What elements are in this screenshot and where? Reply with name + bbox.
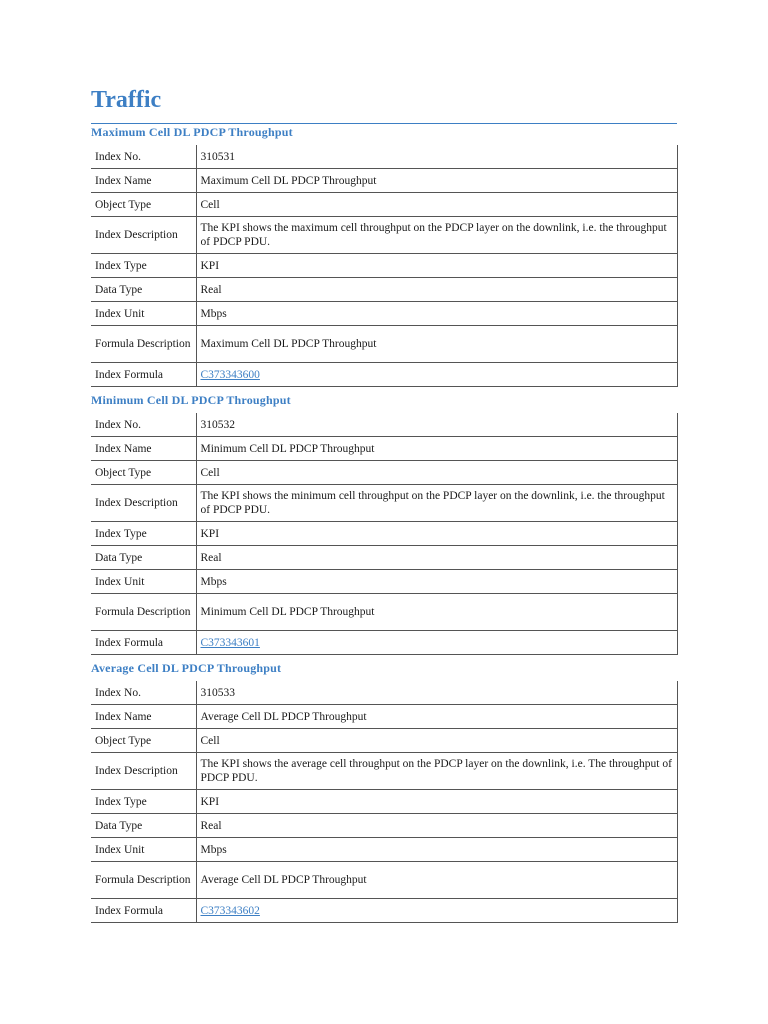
- field-value: KPI: [196, 790, 677, 814]
- field-value: Mbps: [196, 838, 677, 862]
- field-label: Object Type: [91, 729, 196, 753]
- table-row: [91, 790, 677, 814]
- field-label: Index No.: [91, 681, 196, 705]
- title-rule: [91, 123, 677, 124]
- field-value: Maximum Cell DL PDCP Throughput: [196, 169, 677, 193]
- table-row: [91, 753, 677, 790]
- field-label: Index Formula: [91, 631, 196, 655]
- field-label: Index Name: [91, 705, 196, 729]
- section-heading: Minimum Cell DL PDCP Throughput: [91, 393, 291, 407]
- table-row: [91, 705, 677, 729]
- field-value: Cell: [196, 193, 677, 217]
- field-value: KPI: [196, 254, 677, 278]
- field-label: Index Description: [91, 753, 196, 790]
- table-row: [91, 278, 677, 302]
- field-value: [196, 899, 677, 923]
- kpi-section-avg: [91, 661, 677, 923]
- field-label: Index Formula: [91, 899, 196, 923]
- table-row: [91, 594, 677, 631]
- table-row: [91, 838, 677, 862]
- field-label: Index Name: [91, 437, 196, 461]
- field-label: Data Type: [91, 814, 196, 838]
- field-label: Formula Description: [91, 862, 196, 899]
- index-formula-link[interactable]: C373343601: [200, 636, 260, 649]
- field-value: Cell: [196, 461, 677, 485]
- field-value: The KPI shows the maximum cell throughput on the PDCP layer on the downlink, i.e. the throughput of PDCP PDU.: [196, 217, 677, 254]
- table-row: [91, 522, 677, 546]
- field-label: Index Description: [91, 485, 196, 522]
- table-row: [91, 169, 677, 193]
- field-value: 310531: [196, 145, 677, 169]
- table-row: [91, 681, 677, 705]
- field-value: Average Cell DL PDCP Throughput: [196, 705, 677, 729]
- table-row: [91, 302, 677, 326]
- table-row: [91, 570, 677, 594]
- field-value: Minimum Cell DL PDCP Throughput: [196, 594, 677, 631]
- field-value: 310532: [196, 413, 677, 437]
- table-row: [91, 862, 677, 899]
- table-row: [91, 814, 677, 838]
- field-label: Index Type: [91, 522, 196, 546]
- table-row: [91, 254, 677, 278]
- field-label: Index Type: [91, 254, 196, 278]
- table-row: [91, 193, 677, 217]
- field-value: The KPI shows the average cell throughput on the PDCP layer on the downlink, i.e. The throughput of PDCP PDU.: [196, 753, 677, 790]
- page-title: Traffic: [91, 87, 162, 113]
- index-formula-link[interactable]: C373343602: [200, 904, 260, 917]
- field-label: Index Type: [91, 790, 196, 814]
- field-label: Object Type: [91, 193, 196, 217]
- table-row: [91, 485, 677, 522]
- kpi-table: [91, 145, 678, 387]
- field-value: Real: [196, 814, 677, 838]
- field-label: Data Type: [91, 546, 196, 570]
- kpi-section-min: [91, 393, 677, 655]
- field-value: Minimum Cell DL PDCP Throughput: [196, 437, 677, 461]
- field-value: KPI: [196, 522, 677, 546]
- field-value: [196, 631, 677, 655]
- kpi-table: [91, 681, 678, 923]
- field-label: Index No.: [91, 413, 196, 437]
- field-value: Mbps: [196, 570, 677, 594]
- field-label: Index Formula: [91, 363, 196, 387]
- table-row: [91, 546, 677, 570]
- field-label: Formula Description: [91, 594, 196, 631]
- field-value: [196, 363, 677, 387]
- field-label: Formula Description: [91, 326, 196, 363]
- field-value: The KPI shows the minimum cell throughput on the PDCP layer on the downlink, i.e. the throughput of PDCP PDU.: [196, 485, 677, 522]
- field-value: Real: [196, 278, 677, 302]
- table-row: [91, 145, 677, 169]
- table-row: [91, 729, 677, 753]
- table-row: [91, 413, 677, 437]
- table-row: [91, 217, 677, 254]
- index-formula-link[interactable]: C373343600: [200, 368, 260, 381]
- table-row: [91, 461, 677, 485]
- field-label: Index Unit: [91, 570, 196, 594]
- field-value: 310533: [196, 681, 677, 705]
- field-value: Cell: [196, 729, 677, 753]
- field-label: Index Name: [91, 169, 196, 193]
- field-value: Real: [196, 546, 677, 570]
- table-row: [91, 631, 677, 655]
- field-value: Mbps: [196, 302, 677, 326]
- table-row: [91, 437, 677, 461]
- section-heading: Maximum Cell DL PDCP Throughput: [91, 125, 293, 139]
- kpi-table: [91, 413, 678, 655]
- field-label: Index No.: [91, 145, 196, 169]
- kpi-section-max: [91, 125, 677, 387]
- field-label: Index Unit: [91, 838, 196, 862]
- table-row: [91, 363, 677, 387]
- field-value: Average Cell DL PDCP Throughput: [196, 862, 677, 899]
- field-label: Index Unit: [91, 302, 196, 326]
- table-row: [91, 326, 677, 363]
- table-row: [91, 899, 677, 923]
- field-value: Maximum Cell DL PDCP Throughput: [196, 326, 677, 363]
- field-label: Object Type: [91, 461, 196, 485]
- field-label: Index Description: [91, 217, 196, 254]
- field-label: Data Type: [91, 278, 196, 302]
- section-heading: Average Cell DL PDCP Throughput: [91, 661, 282, 675]
